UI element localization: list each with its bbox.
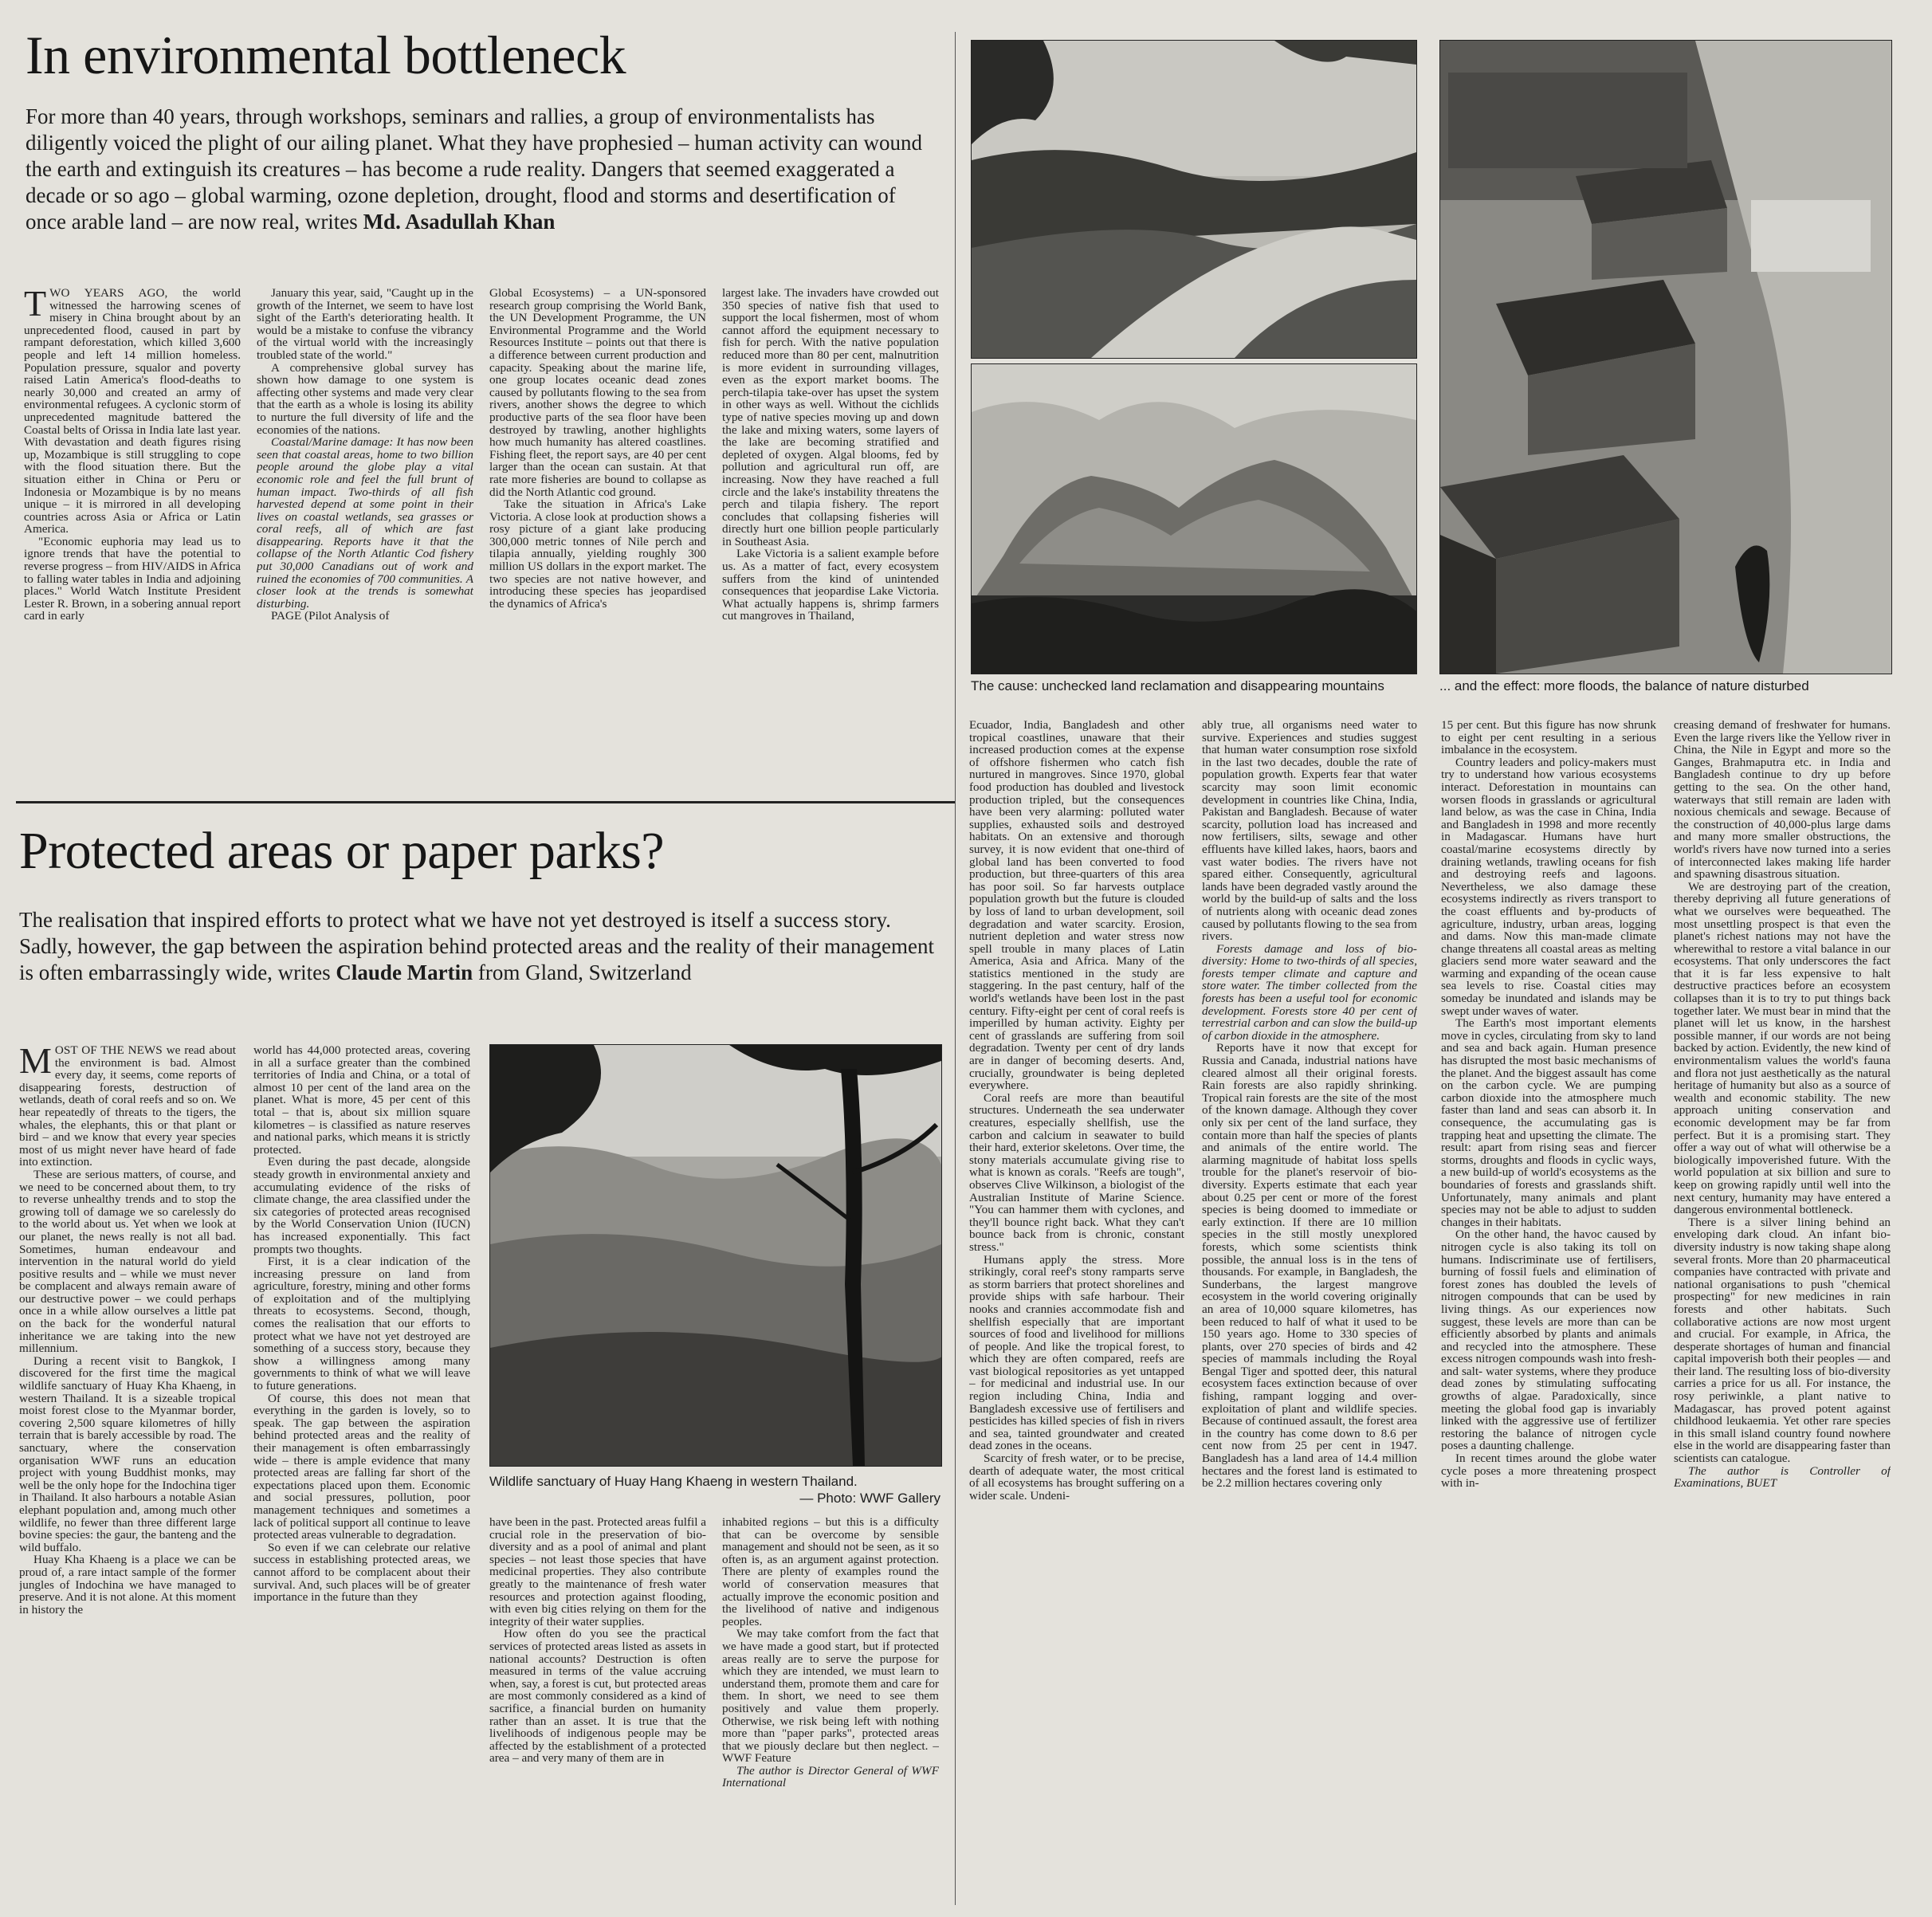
story2-paragraph: inhabited regions – but this is a difficulty that can be overcome by sensible management and should not be seen, as it so often is, as an argument against protection. There are plenty of examples round the world of conservation measures that actually improve the economic position and the livelihood of native and indigenous peoples. <box>722 1516 939 1628</box>
sanctuary-caption-text: Wildlife sanctuary of Huay Hang Khaeng in western Thailand. <box>489 1474 858 1489</box>
story2-column-2 <box>253 1044 470 1905</box>
story2-paragraph: MOST OF THE NEWS we read about the environment is bad. Almost every day, it seems, come reports of disappearing forests, destruction of wetlands, death of coral reefs and so on. We hear repeatedly of threats to the tigers, the whales, the elephants, this or that plant or bird – and we know that every year species most of us might never have heard of fade into extinction. <box>19 1044 236 1169</box>
story1-paragraph: PAGE (Pilot Analysis of <box>271 609 390 623</box>
story1-paragraph: January this year, said, "Caught up in the growth of the Internet, we seem to have lost sight of the Earth's deteriorating health. It would be a mistake to confuse the vibrancy of the virtual world with the increasingly troubled state of the world." <box>257 287 473 362</box>
effect-photo-caption: ... and the effect: more floods, the balance of nature disturbed <box>1439 678 1809 693</box>
story2-headline: Protected areas or paper parks? <box>19 822 665 880</box>
story2-paragraph: First, it is a clear indication of the increasing pressure on land from agriculture, forestry, mining and other forms of exploitation and of the multiplying threats to ecosystems. Second, though, comes the realisation that our efforts to protect what we have not yet destroyed are something of a success story, because they show a willingness among many governments to think of what we will leave to future generations. <box>253 1255 470 1393</box>
story1-paragraph: We are destroying part of the creation, thereby depriving all future generations of what we ourselves were bequeathed. The most unsettling prospect is that even the planet's richest nations may not have the wherewithal to restore a vital balance in our ecosystems. That only underscores the fact that it is far less expensive to halt destructive practices before an ecosystem collapses than it is to try to put things back together later. We must bear in mind that the planet will let us know, in the harshest possible manner, if our words are not being backed by action. Evidently, the new kind of environmentalism values the world's fauna and flora not just aesthetically as the natural heritage of humanity but also as a source of wealth and economic stability. The new approach uniting conservation and economic development may be far from perfect. But it is a promising start. They offer a way out of what will otherwise be a biologically impoverished future. With the world population at six billion and sure to keep on growing rapidly until well into the next century, humanity may have entered a dangerous environmental bottleneck. <box>1674 879 1891 1217</box>
story1-byline: Md. Asadullah Khan <box>363 210 556 234</box>
story1-paragraph: "Economic euphoria may lead us to ignore trends that have the potential to reverse progress – from HIV/AIDS in Africa to falling water tables in India and adjoining places." World Watch Institute President Lester R. Brown, in a sobering annual report card in early <box>24 534 241 623</box>
story2-paragraph: Even during the past decade, alongside steady growth in environmental anxiety and accumulating evidence of the risks of climate change, the area classified under the six categories of protected areas recognised by the World Conservation Union (IUCN) has increased exponentially. This fact prompts two thoughts. <box>253 1155 470 1256</box>
photo-credit: — Photo: WWF Gallery <box>799 1491 940 1506</box>
story2-paragraph: world has 44,000 protected areas, covering in all a surface greater than the combined territories of India and China, or a total of almost 10 per cent of the land area on the planet. What is more, 45 per cent of this total – that is, about six million square kilometres – is classified as nature reserves and national parks, which means it is strictly protected. <box>253 1044 470 1157</box>
story2-paragraph: During a recent visit to Bangkok, I discovered for the first time the magical wildlife sanctuary of Huay Kha Khaeng, in western Thailand. It is a sizeable tropical moist forest close to the Myanmar border, covering 2,500 square kilometres of hilly terrain that is barely accessible by road. The sanctuary, where the conservation organisation WWF runs an education project with young Buddhist monks, may well be the only hope for the Indochina tiger in Thailand. It also harbours a notable Asian elephant population and, among much other wildlife, no fewer than three different large bovine species: the gaur, the banteng and the wild buffalo. <box>19 1353 236 1554</box>
story1-paragraph: 15 per cent. But this figure has now shrunk to eight per cent resulting in a serious imbalance in the ecosystem. <box>1441 719 1656 757</box>
story2-paragraph: We may take comfort from the fact that we have made a good start, but if protected areas really are to serve the purpose for which they are intended, we must learn to understand them, promote them and care for them. In short, we need to see them positively and value them properly. Otherwise, we risk being left with nothing more than "paper parks", protected areas that we piously declare but then neglect. – WWF Feature <box>722 1627 939 1766</box>
story1-column-6 <box>1202 719 1417 1907</box>
story2-column-1 <box>19 1044 236 1905</box>
story2-paragraph: Of course, this does not mean that everything in the garden is lovely, so to speak. The gap between the aspiration behind protected areas and the reality of their management is often embarrassingly wide – there is ample evidence that many protected areas are falling far short of the expectations placed upon them. Economic and social pressures, pollution, poor management techniques and sometimes a lack of political support all continue to leave protected areas vulnerable to degradation. <box>253 1391 470 1542</box>
story2-paragraph: These are serious matters, of course, and we need to be concerned about them, to try to reverse unhealthy trends and to stop the growing toll of damage we so carelessly do to the world about us. Yet when we look at our planet, the news really is not all bad. Sometimes, human endeavour and intervention in the natural world do yield positive results and – while we must never be complacent and always remain aware of our destructive power – we could perhaps once in a while allow ourselves a little pat on the back for the wonderful natural inheritance we are taking into the new millennium. <box>19 1167 236 1356</box>
story1-paragraph: Scarcity of fresh water, or to be precise, dearth of adequate water, the most critical of all ecosystems has brought suffering on a wider scale. Undeni- <box>969 1451 1184 1503</box>
story1-deck <box>26 104 934 235</box>
story2-paragraph: have been in the past. Protected areas fulfil a crucial role in the preservation of bio-diversity and as a pool of animal and plant species – not least those species that have medicinal properties. They also contribute greatly to the maintenance of fresh water resources and protection against flooding, with even big cities relying on them for the integrity of their water supplies. <box>489 1516 706 1628</box>
cause-photo-caption: The cause: unchecked land reclamation and disappearing mountains <box>971 678 1384 693</box>
story1-column-5 <box>969 719 1184 1907</box>
story1-paragraph: Take the situation in Africa's Lake Victoria. A close look at production shows a rosy picture of a giant lake producing 300,000 metric tonnes of Nile perch and tilapia annually, yielding roughly 300 million US dollars in the export market. The two species are not native however, and introducing these species has jeopardised the dynamics of Africa's <box>489 497 706 611</box>
story1-paragraph: largest lake. The invaders have crowded out 350 species of native fish that used to support the local fishermen, most of whom cannot afford the equipment necessary to fish for perch. With the native population reduced more than 80 per cent, malnutrition is more evident in surrounding villages, even as the export market booms. The perch-tilapia take-over has upset the system in other ways as well. Without the cichlids type of native species moving up and down the lake and mixing waters, some layers of the lake are becoming stratified and depleted of oxygen. Algal blooms, fed by pollution and agricultural run off, are increasing. Now they have reached a full circle and the lake's instability threatens the perch and tilapia fishery. The report concludes that collapsing fisheries will directly hurt one billion people particularly in Southeast Asia. <box>722 287 939 548</box>
story2-column-4 <box>722 1516 939 1907</box>
story1-column-1 <box>24 287 241 789</box>
story-divider <box>16 801 955 803</box>
story2-author-credit: The author is Director General of WWF International <box>722 1763 939 1790</box>
story1-paragraph: Reports have it now that except for Russia and Canada, industrial nations have cleared almost all their original forests. Rain forests are also rapidly shrinking. Tropical rain forests are the site of the most of the known damage. Although they cover only six per cent of the land surface, they contain more than half the species of plants and animals of the entire world. The alarming magnitude of habitat loss spells trouble for the planet's reservoir of bio-diversity. Experts estimate that each year about 0.25 per cent or more of the forest species is being doomed to immediate or early extinction. If there are 10 million species in the still mostly unexplored forests, which some scientists think possible, the annual loss is in the tens of thousands. For example, in Bangladesh, the Sunderbans, the largest mangrove ecosystem in the world covering originally an area of 10,000 square kilometres, has been reduced to half of what it used to be 150 years ago. Home to 330 species of plants, over 270 species of birds and 42 species of mammals including the Royal Bengal Tiger and spotted deer, this natural ecosystem faces extinction because of over fishing, rampant logging and over-exploitation of plant and wildlife species. Because of continued assault, the forest area in the country has come down to 8.6 per cent now from 25 per cent in 1947. Bangladesh has a land area of 14.4 million hectares and the forest land is estimated to be 2.2 million hectares covering only <box>1202 1041 1417 1491</box>
story1-paragraph: Lake Victoria is a salient example before us. As a matter of fact, every ecosystem suffers from the kind of unintended consequences that jeopardise Lake Victoria. What actually happens is, shrimp farmers cut mangroves in Thailand, <box>722 547 939 623</box>
story2-deck-text: The realisation that inspired efforts to protect what we have not yet destroyed is itself a success story. Sadly, however, the gap between the aspiration behind protected areas and the reality of their management is often embarrassingly wide, writes <box>19 908 934 984</box>
story1-paragraph: creasing demand of freshwater for humans. Even the large rivers like the Yellow river in China, the Nile in Egypt and more so the Ganges, Brahmaputra etc. in India and Bangladesh continue to dry up before getting to the sea. On the other hand, waterways that still remain are laden with noxious chemicals and sewage. Because of the construction of 40,000-plus large dams and many more smaller obstructions, the world's rivers have now turned into a series of interconnected lakes making life harder and spawning disastrous situation. <box>1674 719 1891 882</box>
story1-paragraph: On the other hand, the havoc caused by nitrogen cycle is also taking its toll on humans. Indiscriminate use of fertilisers, burning of fossil fuels and elimination of forest zones has doubled the levels of nitrogen compounds that can be used by living things. As our experiences now suggest, these levels are more than can be efficiently absorbed by plants and animals and recycled into the atmosphere. These excess nitrogen compounds wash into fresh- and salt- water systems, where they produce dead zones by stimulating suffocating growths of algae. Paradoxically, since meeting the global food gap is invariably linked with the aggressive use of fertilizer restoring the balance of nitrogen cycle poses a daunting challenge. <box>1441 1228 1656 1453</box>
story1-paragraph: The Earth's most important elements move in cycles, circulating from sky to land and sea and back again. Human presence has disrupted the most basic mechanisms of the planet. And the biggest assault has come on the carbon cycle. We are pumping carbon dioxide into the atmosphere much faster than land and seas can absorb it. In consequence, the accumulating gas is trapping heat and upsetting the climate. The result: apart from rising seas and fiercer storms, droughts and floods in cyclic ways, a new build-up of world's ecosystems as the boundaries of forests and grasslands shift. Unfortunately, many animals and plant species may not be able to adjust to sudden changes in their habitats. <box>1441 1016 1656 1229</box>
story1-author-credit: The author is Controller of Examinations, BUET <box>1674 1463 1891 1491</box>
story1-column-4 <box>722 287 939 789</box>
story1-headline: In environmental bottleneck <box>26 25 626 85</box>
story1-paragraph: A comprehensive global survey has shown how damage to one system is affecting other systems and made very clear that the earth as a whole is losing its ability to nurture the full diversity of life and the economies of the nations. <box>257 360 473 437</box>
story1-paragraph: In recent times around the globe water cycle poses a more threatening prospect with in- <box>1441 1451 1656 1491</box>
story1-paragraph: ably true, all organisms need water to survive. Experiences and studies suggest that human water consumption rose sixfold in the last two decades, double the rate of population growth. Experts fear that water scarcity may soon limit economic development in countries like China, India, Pakistan and Bangladesh. Because of water scarcity, pollution load has increased and now fertilisers, silts, sewage and other effluents have killed lakes, haors, baors and vast water bodies. The rivers have not spared either. Consequently, agricultural lands have been degraded vastly around the world by the build-up of salts and the loss of nutrients along with oceanic dead zones caused by pollutants flowing to the sea from rivers. <box>1202 719 1417 944</box>
story1-column-7 <box>1441 719 1656 1907</box>
story1-paragraph: Ecuador, India, Bangladesh and other tropical coastlines, unaware that their increased production comes at the expense of offshore fishermen who catch fish nurtured in mangroves. Since 1970, global food production has doubled and livestock production tripled, but the consequences have been very alarming: polluted water supplies, exhausted soils and destroyed habitats. On an extensive and thorough survey, it is now evident that one-third of global land has been converted to food production, but three-quarters of this area has poor soil. So far harvests outplace population growth but the future is clouded by loss of land to urban development, soil degradation and water scarcity. Erosion, nutrient depletion and water stress now spell trouble in many places of Latin America, Asia and Africa. Many of the statistics mentioned in the study are staggering. In the past century, half of the world's wetlands have been lost in the past century. Fifty-eight per cent of coral reefs is imperilled by human activity. Eighty per cent of grasslands are suffering from soil degradation. Twenty per cent of dry lands are in danger of becoming deserts. And, crucially, groundwater is being depleted everywhere. <box>969 719 1184 1093</box>
story1-paragraph: There is a silver lining behind an enveloping dark cloud. An infant bio-diversity industry is now taking shape along several fronts. More than 20 pharmaceutical companies have contracted with private and national organisations to push "chemical prospecting" for new medicines in rain forests and other habitats. Such collaborative actions are now most urgent and crucial. For example, in Africa, the desperate shortages of human and financial capital impoverish both their peoples — and their land. The resulting loss of bio-diversity carries a price for us all. For instance, the rosy periwinkle, a plant native to Madagascar, has proved potent against childhood leukaemia. Yet other rare species in this small island country found nowhere else in the world are disappearing faster than scientists can catalogue. <box>1674 1215 1891 1466</box>
story1-deck-text: For more than 40 years, through workshops, seminars and rallies, a group of environmentalists has diligently voiced the plight of our ailing planet. What they have prophesied – human activity can wound the earth and extinguish its creatures – has become a rude reality. Dangers that seemed exaggerated a decade or so ago – global warming, ozone depletion, drought, flood and storms and desertification of once arable land – are now real, writes <box>26 104 922 234</box>
story2-paragraph: So even if we can celebrate our relative success in establishing protected areas, we cannot afford to be complacent about their survival. And, such places will be of greater importance in the future than they <box>253 1540 470 1605</box>
story1-paragraph: Humans apply the stress. More strikingly, coral reef's stony ramparts serve as storm barriers that protect shorelines and provide ships with safe harbour. Their nooks and crannies accommodate fish and shellfish especially that are important sources of food and livelihood for millions of people. And like the tropical forest, to which they are often compared, reefs are vast biological repositories as yet untapped – for medicinal and industrial use. In our region including China, India and Bangladesh excessive use of fertilisers and pesticides has killed species of fish in rivers and sea, tainted groundwater and created dead zones in the oceans. <box>969 1252 1184 1453</box>
story2-byline-location: from Gland, Switzerland <box>477 960 692 984</box>
story1-column-2 <box>257 287 473 789</box>
river-photo <box>971 40 1417 359</box>
story1-paragraph: Coastal/Marine damage: It has now been seen that coastal areas, home to two billion people around the globe play a vital economic role and feel the full brunt of human impact. Two-thirds of all fish harvested depend at some point in their lives on coastal wetlands, sea grasses or coral reefs, all of which are fast disappearing. Reports have it that the collapse of the North Atlantic Cod fishery put 30,000 Canadians out of work and ruined the economies of 700 communities. A closer look at the trends is somewhat disturbing. <box>257 435 473 611</box>
story2-paragraph: Huay Kha Khaeng is a place we can be proud of, a rare intact sample of the former jungles of Indochina we have managed to preserve. And it is not alone. At this moment in history the <box>19 1553 236 1616</box>
story2-deck <box>19 907 936 986</box>
story1-paragraph: Global Ecosystems) – a UN-sponsored research group comprising the World Bank, the UN Development Programme, the UN Environmental Programme and the World Resources Institute – points out that there is a difference between current production and capacity. Speaking about the marine life, one group locates oceanic dead zones caused by pollutants flowing to the sea from rivers, another shows the degree to which productive parts of the sea floor have been destroyed by trawling, another highlights how much humanity has altered coastlines. Fishing fleet, the report says, are 40 per cent larger than the ocean can sustain. At that rate more fisheries are bound to collapse as did the North Atlantic cod ground. <box>489 287 706 499</box>
story2-column-3 <box>489 1516 706 1907</box>
flooded-village-photo <box>1439 40 1892 674</box>
story1-paragraph: TWO YEARS AGO, the world witnessed the harrowing scenes of misery in China brought about by an unprecedented flood, caused in part by rampant deforestation, which killed 3,600 people and left 14 million homeless. Population pressure, squalor and poverty raised Latin America's flood-deaths to nearly 30,000 and created an army of environmental refugees. A cyclonic storm of unprecedented magnitude battered the Coastal belts of Orissa in India late last year. With devastation and death figures rising up, Mozambique is still struggling to cope with the flood situation there. But the situation either in China or Peru or Indonesia or Mozambique is by no means unique – it is mirrored in all developing countries across Asia or Africa or Latin America. <box>24 287 241 536</box>
story1-paragraph: Coral reefs are more than beautiful structures. Underneath the sea underwater creatures, especially shellfish, use the carbon and calcium in seawater to build their hard, exterior skeletons. Over time, the stony materials accumulate giving rise to what is known as corals. "Reefs are tough", observes Clive Wilkinson, a biologist of the Australian Institute of Marine Science. "You can hammer them with cyclones, and they'll bounce right back. What they can't bounce back from is chronic, constant stress." <box>969 1090 1184 1254</box>
story1-paragraph: Country leaders and policy-makers must try to understand how various ecosystems interact. Deforestation in mountains can worsen floods in grasslands or agricultural land below, as was the case in China, India and Bangladesh in 1998 and more recently in Madagascar. Humans have hurt coastal/marine ecosystems directly by draining wetlands, trawling oceans for fish and destroying reefs and lagoons. Nevertheless, we also damage these ecosystems indirectly as rivers transport to the coast effluents and by-products of agriculture, industry, urban areas, logging and dams. Now this man-made climate change threatens all coastal areas as melting glaciers send more water seaward and the warming and expanding of the ocean cause sea levels to rise. Coastal cities may someday be inundated and islands may be swept under waves of water. <box>1441 755 1656 1018</box>
eroded-hill-photo <box>971 363 1417 674</box>
story1-paragraph: Forests damage and loss of bio-diversity: Home to two-thirds of all species, forests temper climate and capture and store water. The timber collected from the forests has been a useful tool for economic development. Forests store 40 per cent of terrestrial carbon and can slow the build-up of carbon dioxide in the atmosphere. <box>1202 941 1417 1043</box>
story1-column-8 <box>1674 719 1891 1907</box>
column-rule <box>955 32 956 1905</box>
story2-paragraph: How often do you see the practical services of protected areas listed as assets in national accounts? Destruction is often measured in terms of the value accruing when, say, a forest is cut, but protected areas are most commonly considered as a kind of sacrifice, a financial burden on humanity rather than an asset. It is true that the livelihoods of indigenous people may be affected by the establishment of a protected area – and very many of them are in <box>489 1627 706 1766</box>
sanctuary-photo-caption <box>489 1473 940 1506</box>
wildlife-sanctuary-photo <box>489 1044 942 1467</box>
story1-column-3 <box>489 287 706 789</box>
story2-byline: Claude Martin <box>336 960 473 984</box>
